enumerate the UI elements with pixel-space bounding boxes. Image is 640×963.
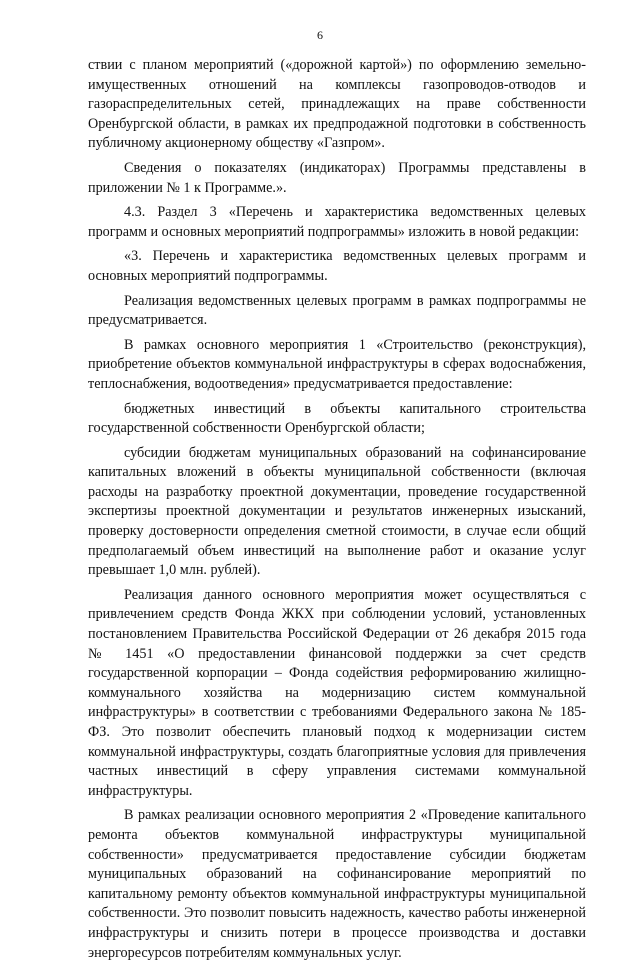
paragraph-target-programs: Реализация ведомственных целевых программ в рамках подпрограммы не предусматривается. [88, 292, 586, 329]
paragraph-housing-fund: Реализация данного основного мероприятия может осуществляться с привлечением средств Фонда ЖКХ при соблюдении условий, установленных постановлением Правительства Российской Федерации от 26 декабря 2015 года № 1451 «О предоставлении финансовой поддержки за счет средств государственной корпорации – Фонда содействия реформированию жилищно-коммунального хозяйства на модернизацию систем коммунальной инфраструктуры» в соответствии с требованиями Федерального закона № 185-ФЗ. Это позволит обеспечить плановый подход к модернизации систем коммунальной инфраструктуры, создать благоприятные условия для привлечения частных инвестиций в сферу управления системами коммунальной инфраструктуры. [88, 586, 586, 799]
paragraph-subsidies: субсидии бюджетам муниципальных образований на софинансирование капитальных вложений в объекты муниципальной собственности (включая расходы на разработку проектной документации, проведение государственной экспертизы проектной документации и результатов инженерных изысканий, проверку достоверности определения сметной стоимости, в случае если общий предполагаемый объем инвестиций на выполнение работ и оказание услуг превышает 1,0 млн. рублей). [88, 444, 586, 579]
paragraph-section-3-amendment: 4.3. Раздел 3 «Перечень и характеристика ведомственных целевых программ и основных мероприятий подпрограммы» изложить в новой редакции: [88, 204, 586, 240]
paragraph-continuation: ствии с планом мероприятий («дорожной картой») по оформлению земельно-имущественных отношений на комплексы газопроводов-отводов и газораспределительных сетей, принадлежащих на праве собственности Оренбургской области, в рамках их предпродажной подготовки в собственность публичному акционерному обществу «Газпром». [88, 57, 586, 152]
paragraph-measure-2: В рамках реализации основного мероприятия 2 «Проведение капитального ремонта объектов коммунальной инфраструктуры муниципальной собственности» предусматривается предоставление субсидии бюджетам муниципальных образований на софинансирование мероприятий по капитальному ремонту объектов коммунальной инфраструктуры муниципальной собственности. Это позволит повысить надежность, качество работы инженерной инфраструктуры и снизить потери в процессе производства и доставки энергоресурсов потребителям коммунальных услуг. [88, 807, 586, 961]
paragraph-indicators: Сведения о показателях (индикаторах) Программы представлены в приложении № 1 к Программе.». [88, 159, 586, 196]
paragraph-budget-investments: бюджетных инвестиций в объекты капитального строительства государственной собственности Оренбургской области; [88, 400, 586, 437]
document-body [88, 56, 586, 963]
page-number: 6 [317, 28, 323, 42]
paragraph-section-3-title: «3. Перечень и характеристика ведомственных целевых программ и основных мероприятий подпрограммы. [88, 248, 586, 284]
paragraph-measure-1: В рамках основного мероприятия 1 «Строительство (реконструкция), приобретение объектов коммунальной инфраструктуры в сферах водоснабжения, теплоснабжения, водоотведения» предусматривается предоставление: [88, 336, 586, 392]
